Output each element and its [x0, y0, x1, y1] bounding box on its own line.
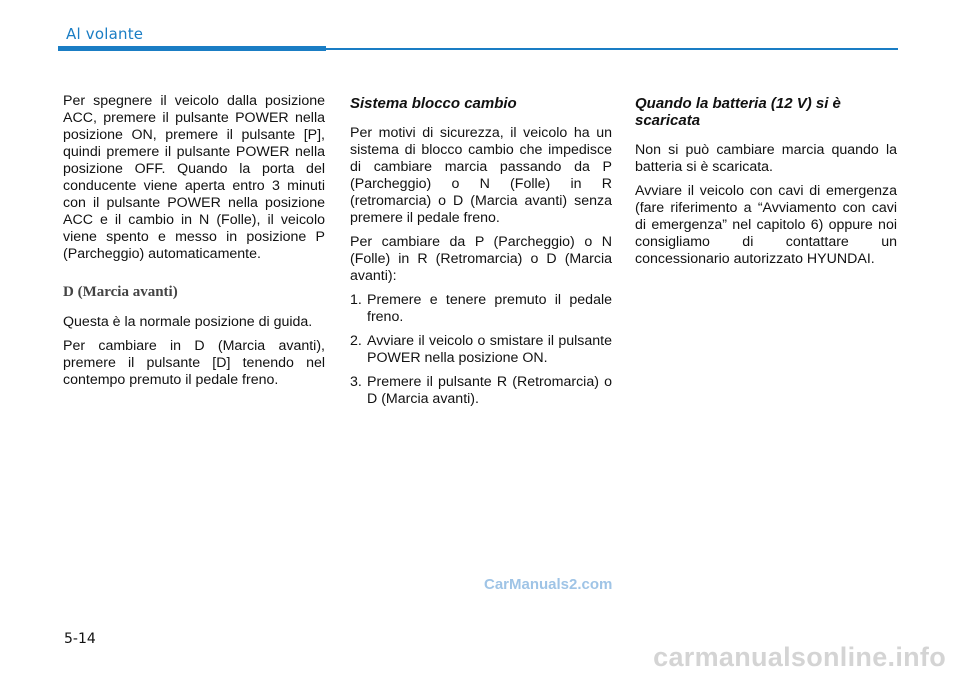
header-rule-thick: [58, 46, 326, 51]
watermark-link[interactable]: CarManuals2.com: [484, 576, 613, 593]
heading-shift-lock: Sistema blocco cambio: [350, 95, 517, 112]
heading-battery: Quando la batteria (12 V) si è scaricata: [635, 95, 841, 129]
column-1: [63, 93, 325, 396]
steps-list: [350, 292, 612, 408]
column-2: [350, 93, 612, 415]
header-rule-thin: [326, 48, 898, 50]
page-number: 5-14: [64, 631, 96, 647]
step-number: 1.: [350, 292, 362, 308]
column-3: [635, 93, 897, 275]
list-item: [350, 374, 612, 408]
step-number: 3.: [350, 374, 362, 390]
section-title: Al volante: [66, 25, 144, 43]
paragraph-power-off: Per spegnere il veicolo dalla posizione ACC, premere il pulsante POWER nella posizione ON, premere il pulsante [P], quindi premere il pulsante POWER nella posizione OFF. Quando la porta del conducente viene aperta entro 3 minuti con il pulsante POWER nella posizione ACC e il cambio in N (Folle), il veicolo viene spento e messo in posizione P (Parcheggio) automaticamente.: [63, 93, 325, 262]
step-text: Premere il pulsante R (Retromarcia) o D (Marcia avanti).: [367, 374, 612, 407]
step-number: 2.: [350, 333, 362, 349]
paragraph-drive-shift: Per cambiare in D (Marcia avanti), premere il pulsante [D] tenendo nel contempo premuto il pedale freno.: [63, 338, 325, 388]
step-text: Premere e tenere premuto il pedale freno.: [367, 292, 612, 325]
step-text: Avviare il veicolo o smistare il pulsante POWER nella posizione ON.: [367, 333, 612, 366]
paragraph-battery-no-shift: Non si può cambiare marcia quando la batteria si è scaricata.: [635, 142, 897, 175]
paragraph-drive-normal: Questa è la normale posizione di guida.: [63, 314, 313, 330]
list-item: [350, 292, 612, 326]
footer-watermark: carmanualsonline.info: [653, 642, 946, 672]
list-item: [350, 333, 612, 367]
paragraph-shift-lock-intro: Per motivi di sicurezza, il veicolo ha un sistema di blocco cambio che impedisce di cambiare marcia passando da P (Parcheggio) o N (Folle) in R (retromarcia) o D (Marcia avanti) senza premere il pedale freno.: [350, 125, 612, 226]
paragraph-battery-jump: Avviare il veicolo con cavi di emergenza (fare riferimento a “Avviamento con cavi di emergenza” nel capitolo 6) oppure noi consigliamo di contattare un concessionario autorizzato HYUNDAI.: [635, 183, 897, 267]
heading-drive: D (Marcia avanti): [63, 284, 178, 300]
paragraph-shift-lock-how: Per cambiare da P (Parcheggio) o N (Folle) in R (Retromarcia) o D (Marcia avanti):: [350, 234, 612, 284]
